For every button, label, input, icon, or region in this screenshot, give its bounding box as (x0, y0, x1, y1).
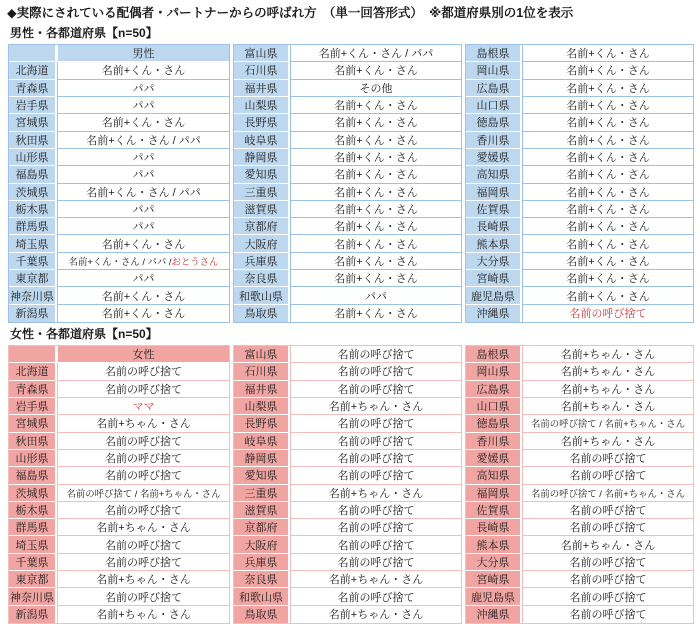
call-name-value-cell (522, 218, 693, 235)
value-text: 名前の呼び捨て (569, 470, 647, 483)
corner-cell (9, 45, 57, 62)
pref-name-cell: 島根県 (466, 346, 522, 363)
value-text: 名前+ちゃん・さん (328, 487, 424, 500)
call-name-value-cell (522, 45, 693, 62)
pref-name-cell: 福岡県 (466, 184, 522, 201)
value-text-highlight: おとうさん (171, 255, 219, 267)
pref-name-cell: 長野県 (234, 114, 290, 131)
pref-name-cell: 高知県 (466, 166, 522, 183)
call-name-value-cell (522, 571, 693, 588)
pref-name-cell: 青森県 (9, 80, 57, 97)
call-name-value-cell (522, 149, 693, 166)
value-text: 名前+くん・さん (334, 221, 418, 234)
pref-name-cell: 福島県 (9, 467, 57, 484)
call-name-value-cell (57, 606, 229, 623)
pref-name-cell: 秋田県 (9, 132, 57, 149)
pref-name-cell: 福井県 (234, 381, 290, 398)
call-name-value-cell (522, 184, 693, 201)
value-text: 名前の呼び捨て (105, 383, 182, 396)
call-name-value-cell (57, 201, 229, 218)
value-text: 名前+くん・さん / パパ (86, 134, 201, 147)
value-text: 名前+くん・さん (566, 48, 650, 61)
value-text: 名前+くん・さん (334, 169, 418, 182)
value-text: 名前+くん・さん / パパ / (68, 255, 172, 267)
value-text: 名前+ちゃん・さん (328, 574, 424, 587)
value-text: パパ (132, 273, 155, 286)
call-name-value-cell (57, 218, 229, 235)
call-name-value-cell (290, 363, 461, 380)
call-name-value-cell (290, 287, 461, 304)
pref-name-cell: 香川県 (466, 433, 522, 450)
value-text: 名前+ちゃん・さん (560, 401, 656, 414)
pref-name-cell: 和歌山県 (234, 287, 290, 304)
call-name-value-cell (522, 415, 693, 432)
pref-name-cell: 山梨県 (234, 97, 290, 114)
pref-name-cell: 奈良県 (234, 270, 290, 287)
pref-name-cell: 沖縄県 (466, 606, 522, 623)
value-text: 名前+くん・さん / パパ (86, 186, 201, 199)
female-section-label: 女性・各都道府県【n=50】 (10, 327, 158, 341)
call-name-value-cell (522, 554, 693, 571)
pref-name-cell: 兵庫県 (234, 554, 290, 571)
value-text: 名前+くん・さん (566, 152, 650, 165)
call-name-value-cell (290, 433, 461, 450)
pref-name-cell: 新潟県 (9, 606, 57, 623)
call-name-value-cell (57, 80, 229, 97)
value-text: 名前の呼び捨て (569, 453, 647, 466)
value-text: 名前+くん・さん (101, 238, 186, 251)
call-name-value-cell (290, 450, 461, 467)
pref-name-cell: 大分県 (466, 253, 522, 270)
call-name-value-cell (522, 201, 693, 218)
value-text: 名前+くん・さん (566, 100, 650, 113)
value-text: 名前の呼び捨て (569, 609, 647, 622)
value-text: 名前の呼び捨て (105, 591, 182, 604)
value-text: 名前の呼び捨て (569, 591, 647, 604)
value-text: 名前の呼び捨て (569, 574, 647, 587)
call-name-value-cell (522, 588, 693, 605)
value-text: 名前の呼び捨て (337, 556, 415, 569)
prefecture-table-column (465, 44, 694, 323)
pref-name-cell: 大阪府 (234, 536, 290, 553)
pref-name-cell: 千葉県 (9, 554, 57, 571)
pref-name-cell: 栃木県 (9, 201, 57, 218)
call-name-value-cell (290, 485, 461, 502)
value-text: 名前+くん・さん (566, 255, 650, 268)
call-name-value-cell (522, 450, 693, 467)
pref-name-cell: 和歌山県 (234, 588, 290, 605)
value-text: 名前+くん・さん (334, 203, 418, 216)
value-text: 名前+ちゃん・さん (328, 609, 424, 622)
call-name-value-cell (57, 253, 229, 270)
pref-name-cell: 青森県 (9, 381, 57, 398)
pref-name-cell: 鳥取県 (234, 606, 290, 623)
pref-name-cell: 福島県 (9, 166, 57, 183)
corner-cell (9, 346, 57, 363)
pref-name-cell: 富山県 (234, 45, 290, 62)
value-text: 名前の呼び捨て (337, 522, 415, 535)
value-text: 名前+ちゃん・さん (560, 366, 656, 379)
value-text: 名前の呼び捨て (337, 383, 415, 396)
call-name-value-cell (290, 571, 461, 588)
pref-name-cell: 岡山県 (466, 363, 522, 380)
call-name-value-cell (290, 467, 461, 484)
call-name-value-cell (290, 114, 461, 131)
prefecture-table-column (8, 44, 230, 323)
call-name-value-cell (57, 363, 229, 380)
call-name-value-cell (290, 184, 461, 201)
call-name-value-cell (290, 97, 461, 114)
pref-name-cell: 鹿児島県 (466, 588, 522, 605)
pref-name-cell: 北海道 (9, 62, 57, 79)
pref-name-cell: 東京都 (9, 270, 57, 287)
call-name-value-cell (290, 519, 461, 536)
value-text: 名前+くん・さん (566, 221, 650, 234)
pref-name-cell: 群馬県 (9, 519, 57, 536)
pref-name-cell: 山形県 (9, 450, 57, 467)
pref-name-cell: 岩手県 (9, 398, 57, 415)
value-text: 名前+ちゃん・さん (560, 349, 656, 362)
value-text: パパ (132, 82, 155, 95)
value-text: 名前+くん・さん (334, 186, 418, 199)
call-name-value-cell (522, 398, 693, 415)
pref-name-cell: 徳島県 (466, 415, 522, 432)
value-text: パパ (132, 221, 155, 234)
pref-name-cell: 神奈川県 (9, 588, 57, 605)
value-text: 名前+くん・さん (566, 203, 650, 216)
pref-name-cell: 宮崎県 (466, 571, 522, 588)
call-name-value-cell (522, 346, 693, 363)
call-name-value-cell (290, 381, 461, 398)
pref-name-cell: 広島県 (466, 381, 522, 398)
value-text: 名前の呼び捨て / 名前+ちゃん・さん (66, 487, 221, 499)
male-prefecture-table (8, 44, 694, 323)
value-text: 名前+くん・さん (566, 238, 650, 251)
male-section-label: 男性・各都道府県【n=50】 (10, 26, 158, 40)
call-name-value-cell (290, 554, 461, 571)
pref-name-cell: 群馬県 (9, 218, 57, 235)
value-text: パパ (132, 203, 155, 216)
value-text: 名前+くん・さん (334, 100, 418, 113)
call-name-value-cell (522, 253, 693, 270)
value-text: 名前+くん・さん (566, 117, 650, 130)
value-text: パパ (132, 100, 155, 113)
value-text: 名前+くん・さん / パパ (318, 48, 434, 61)
call-name-value-cell (57, 166, 229, 183)
call-name-value-cell (57, 536, 229, 553)
value-text: 名前の呼び捨て (337, 366, 415, 379)
value-text: 名前+くん・さん (566, 169, 650, 182)
call-name-value-cell (57, 502, 229, 519)
page-title: ◆実際にされている配偶者・パートナーからの呼ばれ方 （単一回答形式） ※都道府県別の1位を表示 (7, 6, 574, 20)
call-name-value-cell (57, 519, 229, 536)
value-text-highlight: 名前の呼び捨て (569, 308, 647, 321)
call-name-value-cell (57, 467, 229, 484)
value-text: 名前+くん・さん (101, 65, 186, 78)
gender-header: 女性 (57, 346, 229, 363)
prefecture-table-column (233, 44, 462, 323)
call-name-value-cell (57, 305, 229, 322)
value-text: パパ (132, 169, 155, 182)
pref-name-cell: 福井県 (234, 80, 290, 97)
pref-name-cell: 石川県 (234, 363, 290, 380)
call-name-value-cell (57, 381, 229, 398)
value-text: 名前+くん・さん (101, 308, 186, 321)
value-text: 名前+くん・さん (101, 117, 186, 130)
call-name-value-cell (522, 467, 693, 484)
call-name-value-cell (522, 287, 693, 304)
call-name-value-cell (57, 97, 229, 114)
call-name-value-cell (57, 62, 229, 79)
value-text: パパ (132, 152, 155, 165)
value-text: 名前+ちゃん・さん (328, 401, 424, 414)
pref-name-cell: 長野県 (234, 415, 290, 432)
call-name-value-cell (57, 415, 229, 432)
pref-name-cell: 静岡県 (234, 450, 290, 467)
pref-name-cell: 長崎県 (466, 218, 522, 235)
call-name-value-cell (57, 149, 229, 166)
call-name-value-cell (290, 346, 461, 363)
call-name-value-cell (522, 114, 693, 131)
value-text: 名前+くん・さん (566, 290, 650, 303)
value-text: 名前+くん・さん (334, 152, 418, 165)
call-name-value-cell (522, 270, 693, 287)
pref-name-cell: 静岡県 (234, 149, 290, 166)
call-name-value-cell (290, 218, 461, 235)
pref-name-cell: 埼玉県 (9, 235, 57, 252)
call-name-value-cell (57, 235, 229, 252)
pref-name-cell: 埼玉県 (9, 536, 57, 553)
call-name-value-cell (290, 398, 461, 415)
call-name-value-cell (522, 433, 693, 450)
call-name-value-cell (57, 433, 229, 450)
call-name-value-cell (290, 415, 461, 432)
pref-name-cell: 鳥取県 (234, 305, 290, 322)
pref-name-cell: 兵庫県 (234, 253, 290, 270)
value-text: 名前+くん・さん (566, 186, 650, 199)
value-text: 名前+くん・さん (566, 82, 650, 95)
call-name-value-cell (522, 166, 693, 183)
call-name-value-cell (57, 287, 229, 304)
value-text: 名前+くん・さん (334, 117, 418, 130)
pref-name-cell: 大阪府 (234, 235, 290, 252)
pref-name-cell: 大分県 (466, 554, 522, 571)
value-text: その他 (359, 82, 393, 95)
value-text: 名前の呼び捨て (105, 435, 182, 448)
value-text: 名前の呼び捨て (337, 418, 415, 431)
value-text: 名前の呼び捨て (569, 522, 647, 535)
call-name-value-cell (290, 270, 461, 287)
pref-name-cell: 福岡県 (466, 485, 522, 502)
prefecture-table-column (233, 345, 462, 624)
pref-name-cell: 東京都 (9, 571, 57, 588)
call-name-value-cell (57, 485, 229, 502)
call-name-value-cell (522, 80, 693, 97)
pref-name-cell: 神奈川県 (9, 287, 57, 304)
value-text: 名前+ちゃん・さん (96, 609, 191, 622)
call-name-value-cell (57, 270, 229, 287)
call-name-value-cell (290, 166, 461, 183)
pref-name-cell: 山口県 (466, 398, 522, 415)
pref-name-cell: 奈良県 (234, 571, 290, 588)
pref-name-cell: 岐阜県 (234, 433, 290, 450)
value-text: 名前の呼び捨て (105, 470, 182, 483)
call-name-value-cell (57, 132, 229, 149)
call-name-value-cell (57, 450, 229, 467)
pref-name-cell: 鹿児島県 (466, 287, 522, 304)
value-text: 名前の呼び捨て (337, 539, 415, 552)
female-prefecture-table (8, 345, 694, 624)
value-text: 名前+ちゃん・さん (96, 574, 191, 587)
call-name-value-cell (57, 571, 229, 588)
pref-name-cell: 島根県 (466, 45, 522, 62)
call-name-value-cell (522, 606, 693, 623)
call-name-value-cell (290, 132, 461, 149)
pref-name-cell: 三重県 (234, 184, 290, 201)
pref-name-cell: 滋賀県 (234, 502, 290, 519)
call-name-value-cell (290, 62, 461, 79)
pref-name-cell: 石川県 (234, 62, 290, 79)
pref-name-cell: 宮城県 (9, 114, 57, 131)
pref-name-cell: 愛知県 (234, 467, 290, 484)
pref-name-cell: 秋田県 (9, 433, 57, 450)
value-text: 名前+くん・さん (334, 238, 418, 251)
call-name-value-cell (57, 114, 229, 131)
pref-name-cell: 新潟県 (9, 305, 57, 322)
pref-name-cell: 宮崎県 (466, 270, 522, 287)
call-name-value-cell (522, 485, 693, 502)
value-text: 名前+くん・さん (566, 273, 650, 286)
pref-name-cell: 長崎県 (466, 519, 522, 536)
value-text: 名前の呼び捨て (337, 504, 415, 517)
call-name-value-cell (57, 588, 229, 605)
call-name-value-cell (290, 80, 461, 97)
pref-name-cell: 広島県 (466, 80, 522, 97)
pref-name-cell: 栃木県 (9, 502, 57, 519)
value-text: 名前の呼び捨て (337, 453, 415, 466)
pref-name-cell: 山口県 (466, 97, 522, 114)
value-text: 名前+ちゃん・さん (560, 539, 656, 552)
call-name-value-cell (290, 536, 461, 553)
value-text: 名前+くん・さん (334, 273, 418, 286)
call-name-value-cell (290, 305, 461, 322)
pref-name-cell: 熊本県 (466, 536, 522, 553)
pref-name-cell: 徳島県 (466, 114, 522, 131)
value-text: 名前+ちゃん・さん (96, 418, 191, 431)
pref-name-cell: 茨城県 (9, 184, 57, 201)
call-name-value-cell (290, 606, 461, 623)
pref-name-cell: 滋賀県 (234, 201, 290, 218)
call-name-value-cell (290, 588, 461, 605)
value-text: 名前の呼び捨て / 名前+ちゃん・さん (531, 487, 685, 499)
call-name-value-cell (522, 235, 693, 252)
pref-name-cell: 千葉県 (9, 253, 57, 270)
call-name-value-cell (522, 305, 693, 322)
value-text: 名前の呼び捨て (337, 470, 415, 483)
call-name-value-cell (522, 132, 693, 149)
pref-name-cell: 山梨県 (234, 398, 290, 415)
pref-name-cell: 岩手県 (9, 97, 57, 114)
call-name-value-cell (57, 184, 229, 201)
call-name-value-cell (522, 62, 693, 79)
value-text: 名前の呼び捨て (569, 556, 647, 569)
value-text: 名前+くん・さん (334, 255, 418, 268)
call-name-value-cell (290, 201, 461, 218)
call-name-value-cell (522, 363, 693, 380)
pref-name-cell: 北海道 (9, 363, 57, 380)
value-text: 名前の呼び捨て (105, 539, 182, 552)
call-name-value-cell (290, 45, 461, 62)
call-name-value-cell (522, 519, 693, 536)
call-name-value-cell (522, 536, 693, 553)
pref-name-cell: 沖縄県 (466, 305, 522, 322)
pref-name-cell: 香川県 (466, 132, 522, 149)
value-text: 名前の呼び捨て (105, 556, 182, 569)
pref-name-cell: 佐賀県 (466, 502, 522, 519)
pref-name-cell: 京都府 (234, 519, 290, 536)
value-text-highlight: ママ (132, 401, 155, 414)
pref-name-cell: 岐阜県 (234, 132, 290, 149)
value-text: 名前の呼び捨て / 名前+ちゃん・さん (531, 418, 685, 430)
value-text: 名前+くん・さん (334, 134, 418, 147)
pref-name-cell: 岡山県 (466, 62, 522, 79)
value-text: 名前の呼び捨て (105, 453, 182, 466)
call-name-value-cell (290, 235, 461, 252)
value-text: 名前+ちゃん・さん (560, 383, 656, 396)
call-name-value-cell (522, 381, 693, 398)
value-text: 名前の呼び捨て (569, 504, 647, 517)
pref-name-cell: 高知県 (466, 467, 522, 484)
pref-name-cell: 佐賀県 (466, 201, 522, 218)
call-name-value-cell (57, 554, 229, 571)
prefecture-table-column (465, 345, 694, 624)
value-text: パパ (365, 290, 387, 303)
value-text: 名前の呼び捨て (105, 504, 182, 517)
pref-name-cell: 熊本県 (466, 235, 522, 252)
value-text: 名前+くん・さん (334, 65, 418, 78)
gender-header: 男性 (57, 45, 229, 62)
call-name-value-cell (290, 502, 461, 519)
value-text: 名前の呼び捨て (337, 349, 415, 362)
value-text: 名前+くん・さん (566, 65, 650, 78)
call-name-value-cell (57, 398, 229, 415)
pref-name-cell: 三重県 (234, 485, 290, 502)
call-name-value-cell (290, 149, 461, 166)
pref-name-cell: 宮城県 (9, 415, 57, 432)
value-text: 名前の呼び捨て (337, 435, 415, 448)
call-name-value-cell (290, 253, 461, 270)
prefecture-table-column (8, 345, 230, 624)
call-name-value-cell (522, 97, 693, 114)
value-text: 名前+ちゃん・さん (96, 522, 191, 535)
value-text: 名前の呼び捨て (105, 366, 182, 379)
value-text: 名前+くん・さん (334, 308, 418, 321)
call-name-value-cell (522, 502, 693, 519)
pref-name-cell: 富山県 (234, 346, 290, 363)
pref-name-cell: 京都府 (234, 218, 290, 235)
value-text: 名前+くん・さん (566, 134, 650, 147)
value-text: 名前+くん・さん (101, 290, 186, 303)
pref-name-cell: 山形県 (9, 149, 57, 166)
value-text: 名前の呼び捨て (337, 591, 415, 604)
pref-name-cell: 愛媛県 (466, 149, 522, 166)
value-text: 名前+ちゃん・さん (560, 435, 656, 448)
pref-name-cell: 愛知県 (234, 166, 290, 183)
pref-name-cell: 茨城県 (9, 485, 57, 502)
pref-name-cell: 愛媛県 (466, 450, 522, 467)
